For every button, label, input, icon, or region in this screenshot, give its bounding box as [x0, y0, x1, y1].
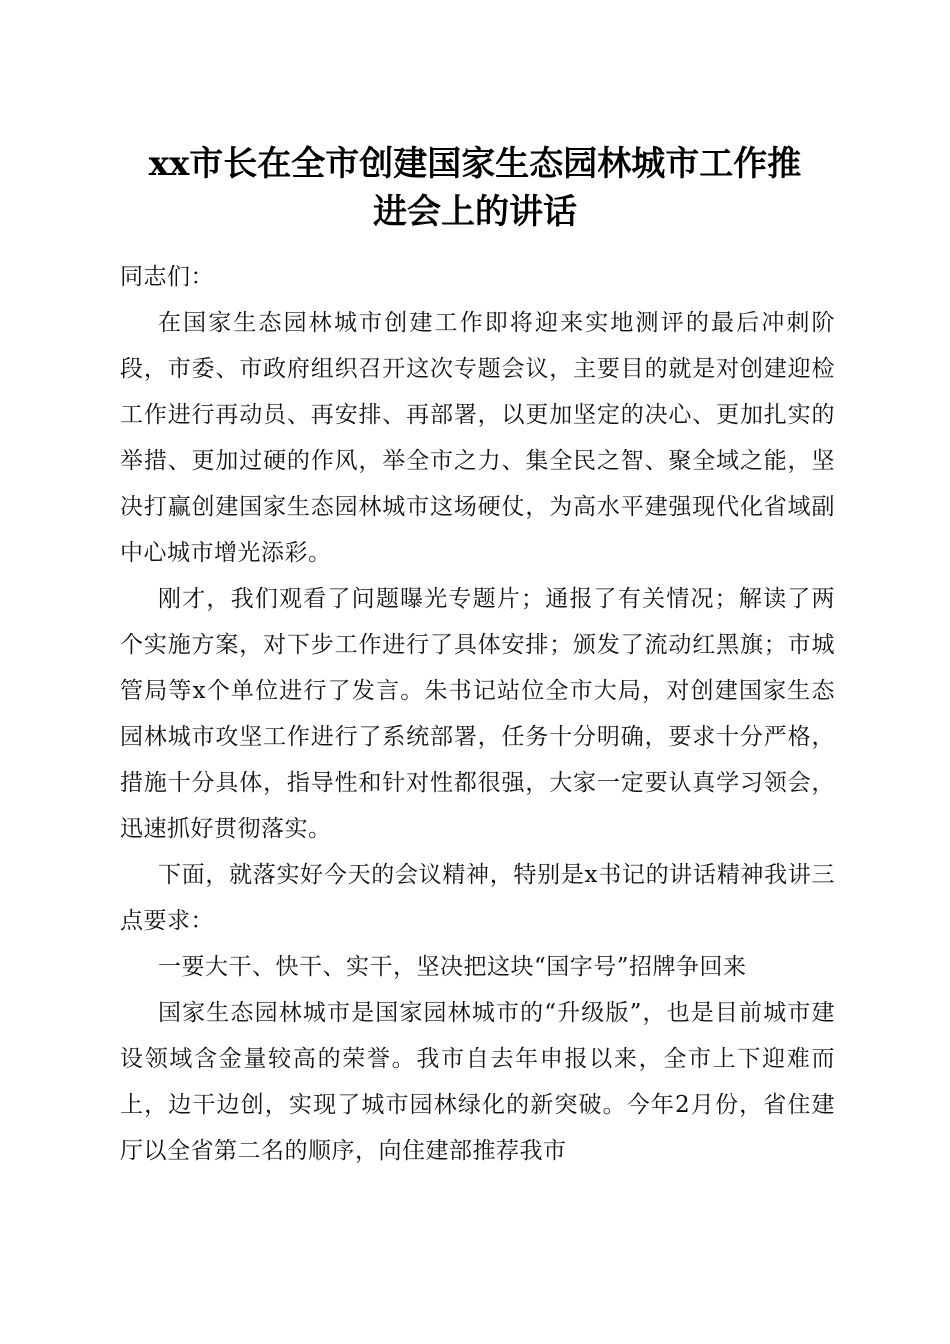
paragraph-1: 在国家生态园林城市创建工作即将迎来实地测评的最后冲刺阶段，市委、市政府组织召开这次专题会议，主要目的就是对创建迎检工作进行再动员、再安排、再部署，以更加坚定的决心、更加扎实的举措、更加过硬的作风，举全市之力、集全民之智、聚全域之能，坚决打赢创建国家生态园林城市这场硬仗，为高水平建强现代化省域副中心城市增光添彩。 — [120, 310, 835, 566]
document-body — [120, 254, 835, 1174]
paragraph-3: 下面，就落实好今天的会议精神，特别是x书记的讲话精神我讲三点要求： — [120, 862, 835, 934]
title-line-2: 进会上的讲话 — [373, 192, 577, 232]
document-title — [110, 140, 840, 236]
paragraph-4: 国家生态园林城市是国家园林城市的“升级版”，也是目前城市建设领域含金量较高的荣誉。我市自去年申报以来，全市上下迎难而上，边干边创，实现了城市园林绿化的新突破。今年2月份，省住建厅以全省第二名的顺序，向住建部推荐我市 — [120, 1000, 835, 1164]
salutation: 同志们： — [120, 264, 214, 290]
title-line-1: xx市长在全市创建国家生态园林城市工作推 — [148, 144, 802, 184]
paragraph-2: 刚才，我们观看了问题曝光专题片；通报了有关情况；解读了两个实施方案，对下步工作进行了具体安排；颁发了流动红黑旗；市城管局等x个单位进行了发言。朱书记站位全市大局，对创建国家生态园林城市攻坚工作进行了系统部署，任务十分明确，要求十分严格，措施十分具体，指导性和针对性都很强，大家一定要认真学习领会，迅速抓好贯彻落实。 — [120, 586, 835, 842]
section-heading-1: 一要大干、快干、实干，坚决把这块“国字号”招牌争回来 — [158, 954, 747, 980]
